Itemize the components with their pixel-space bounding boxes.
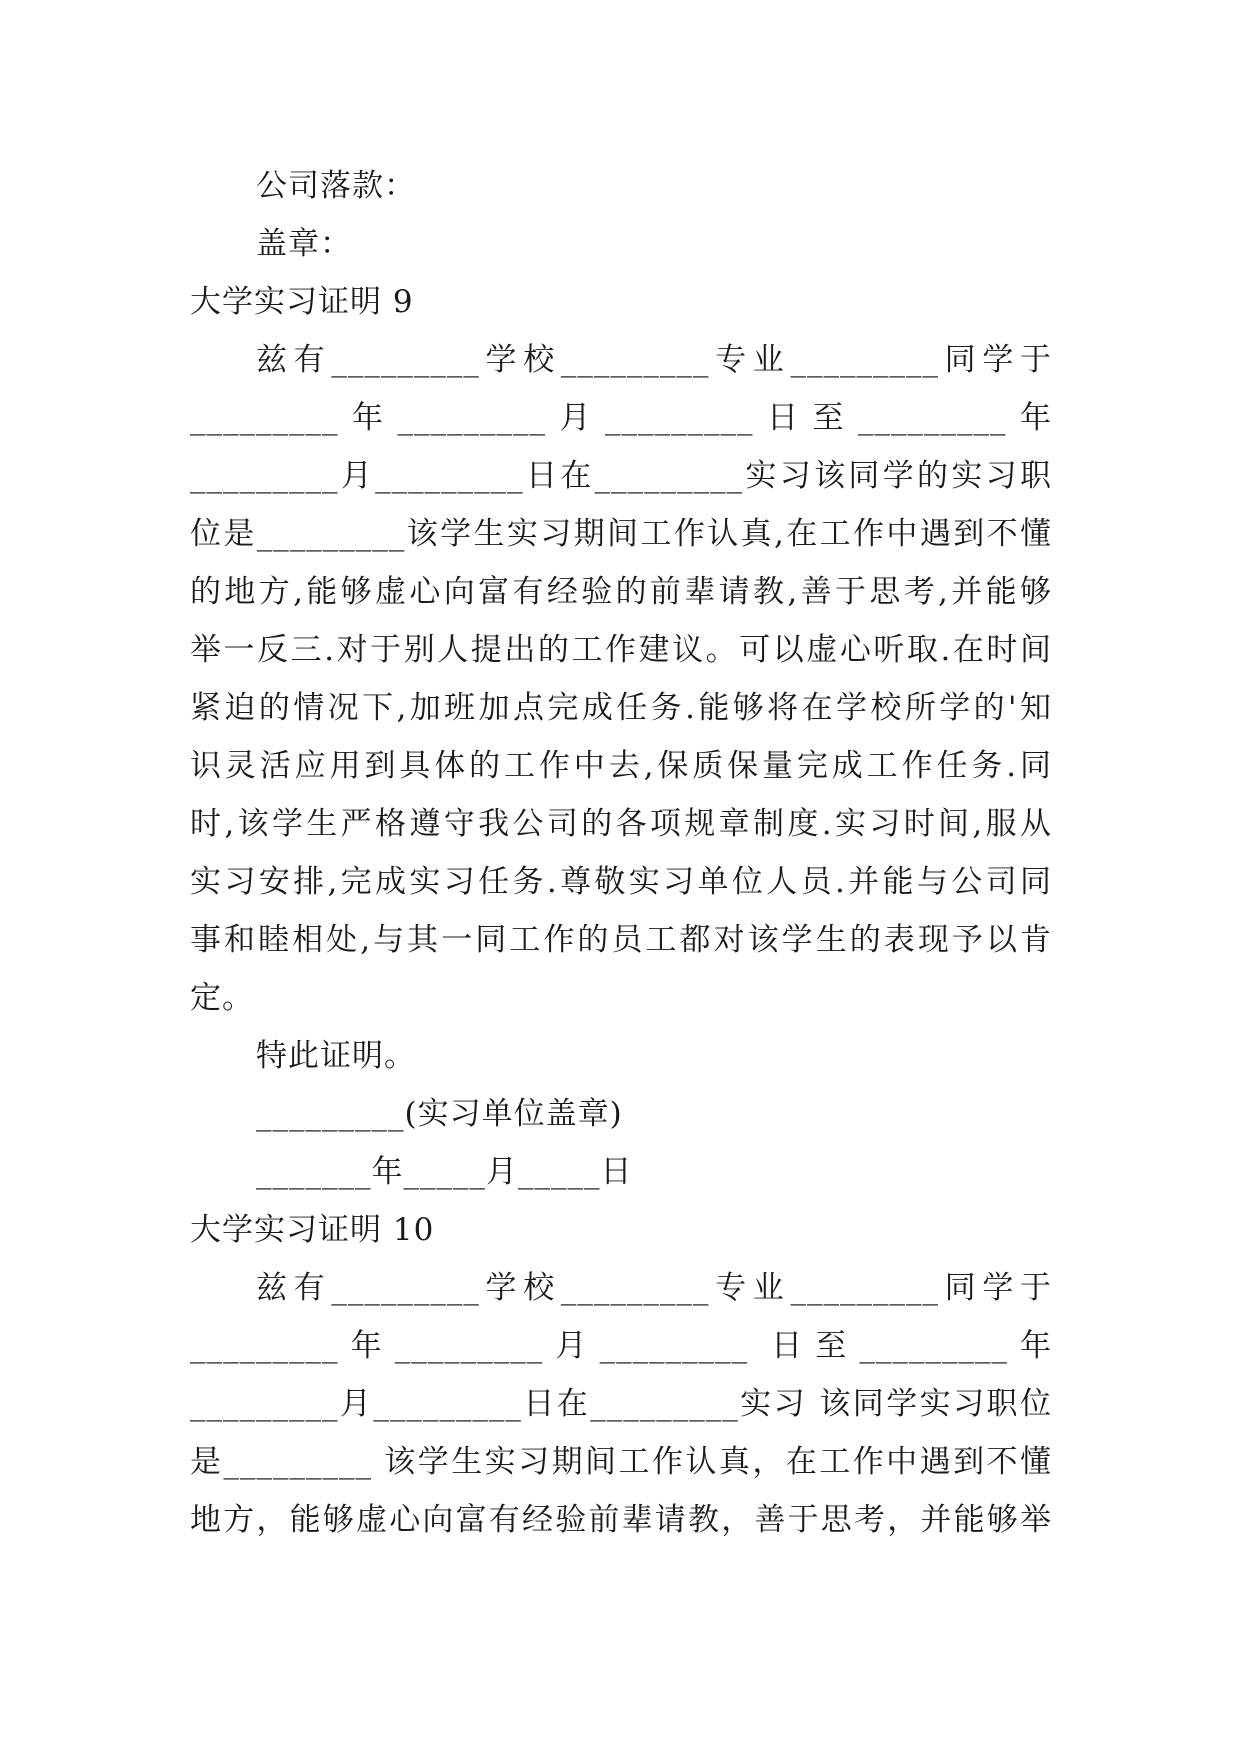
paragraph-line: 的地方,能够虚心向富有经验的前辈请教,善于思考,并能够	[190, 574, 1052, 610]
certification-statement: 特此证明。	[256, 1038, 416, 1074]
paragraph-line: _________年_________月_________ 日至_________年	[190, 1328, 1052, 1364]
paragraph-line: _________月_________日在_________实习该同学的实习职	[190, 458, 1052, 494]
paragraph-line: 实习安排,完成实习任务.尊敬实习单位人员.并能与公司同	[190, 864, 1052, 900]
paragraph-line: 兹有_________学校_________专业_________同学于	[256, 1270, 1052, 1306]
company-signature-line: 公司落款：	[256, 168, 416, 204]
paragraph-line: _________月_________日在_________实习 该同学实习职位	[190, 1386, 1052, 1422]
paragraph-line: 紧迫的情况下,加班加点完成任务.能够将在学校所学的'知	[190, 690, 1052, 726]
unit-seal-line: _________(实习单位盖章)	[256, 1096, 623, 1132]
date-line: _______年_____月_____日	[256, 1154, 633, 1190]
paragraph-line: 位是_________该学生实习期间工作认真,在工作中遇到不懂	[190, 516, 1052, 552]
paragraph-line: 地方，能够虚心向富有经验前辈请教，善于思考，并能够举	[190, 1502, 1052, 1538]
paragraph-line: 是_________ 该学生实习期间工作认真，在工作中遇到不懂	[190, 1444, 1052, 1480]
paragraph-line: 时,该学生严格遵守我公司的各项规章制度.实习时间,服从	[190, 806, 1052, 842]
paragraph-line: 兹有_________学校_________专业_________同学于	[256, 342, 1052, 378]
paragraph-line: 定。	[190, 980, 254, 1016]
section-title-10: 大学实习证明 10	[190, 1212, 435, 1248]
paragraph-line: 举一反三.对于别人提出的工作建议。可以虚心听取.在时间	[190, 632, 1052, 668]
paragraph-line: 事和睦相处,与其一同工作的员工都对该学生的表现予以肯	[190, 922, 1052, 958]
paragraph-line: 识灵活应用到具体的工作中去,保质保量完成工作任务.同	[190, 748, 1052, 784]
seal-line: 盖章：	[256, 226, 352, 262]
section-title-9: 大学实习证明 9	[190, 284, 414, 320]
paragraph-line: _________年_________月_________日至_________年	[190, 400, 1052, 436]
